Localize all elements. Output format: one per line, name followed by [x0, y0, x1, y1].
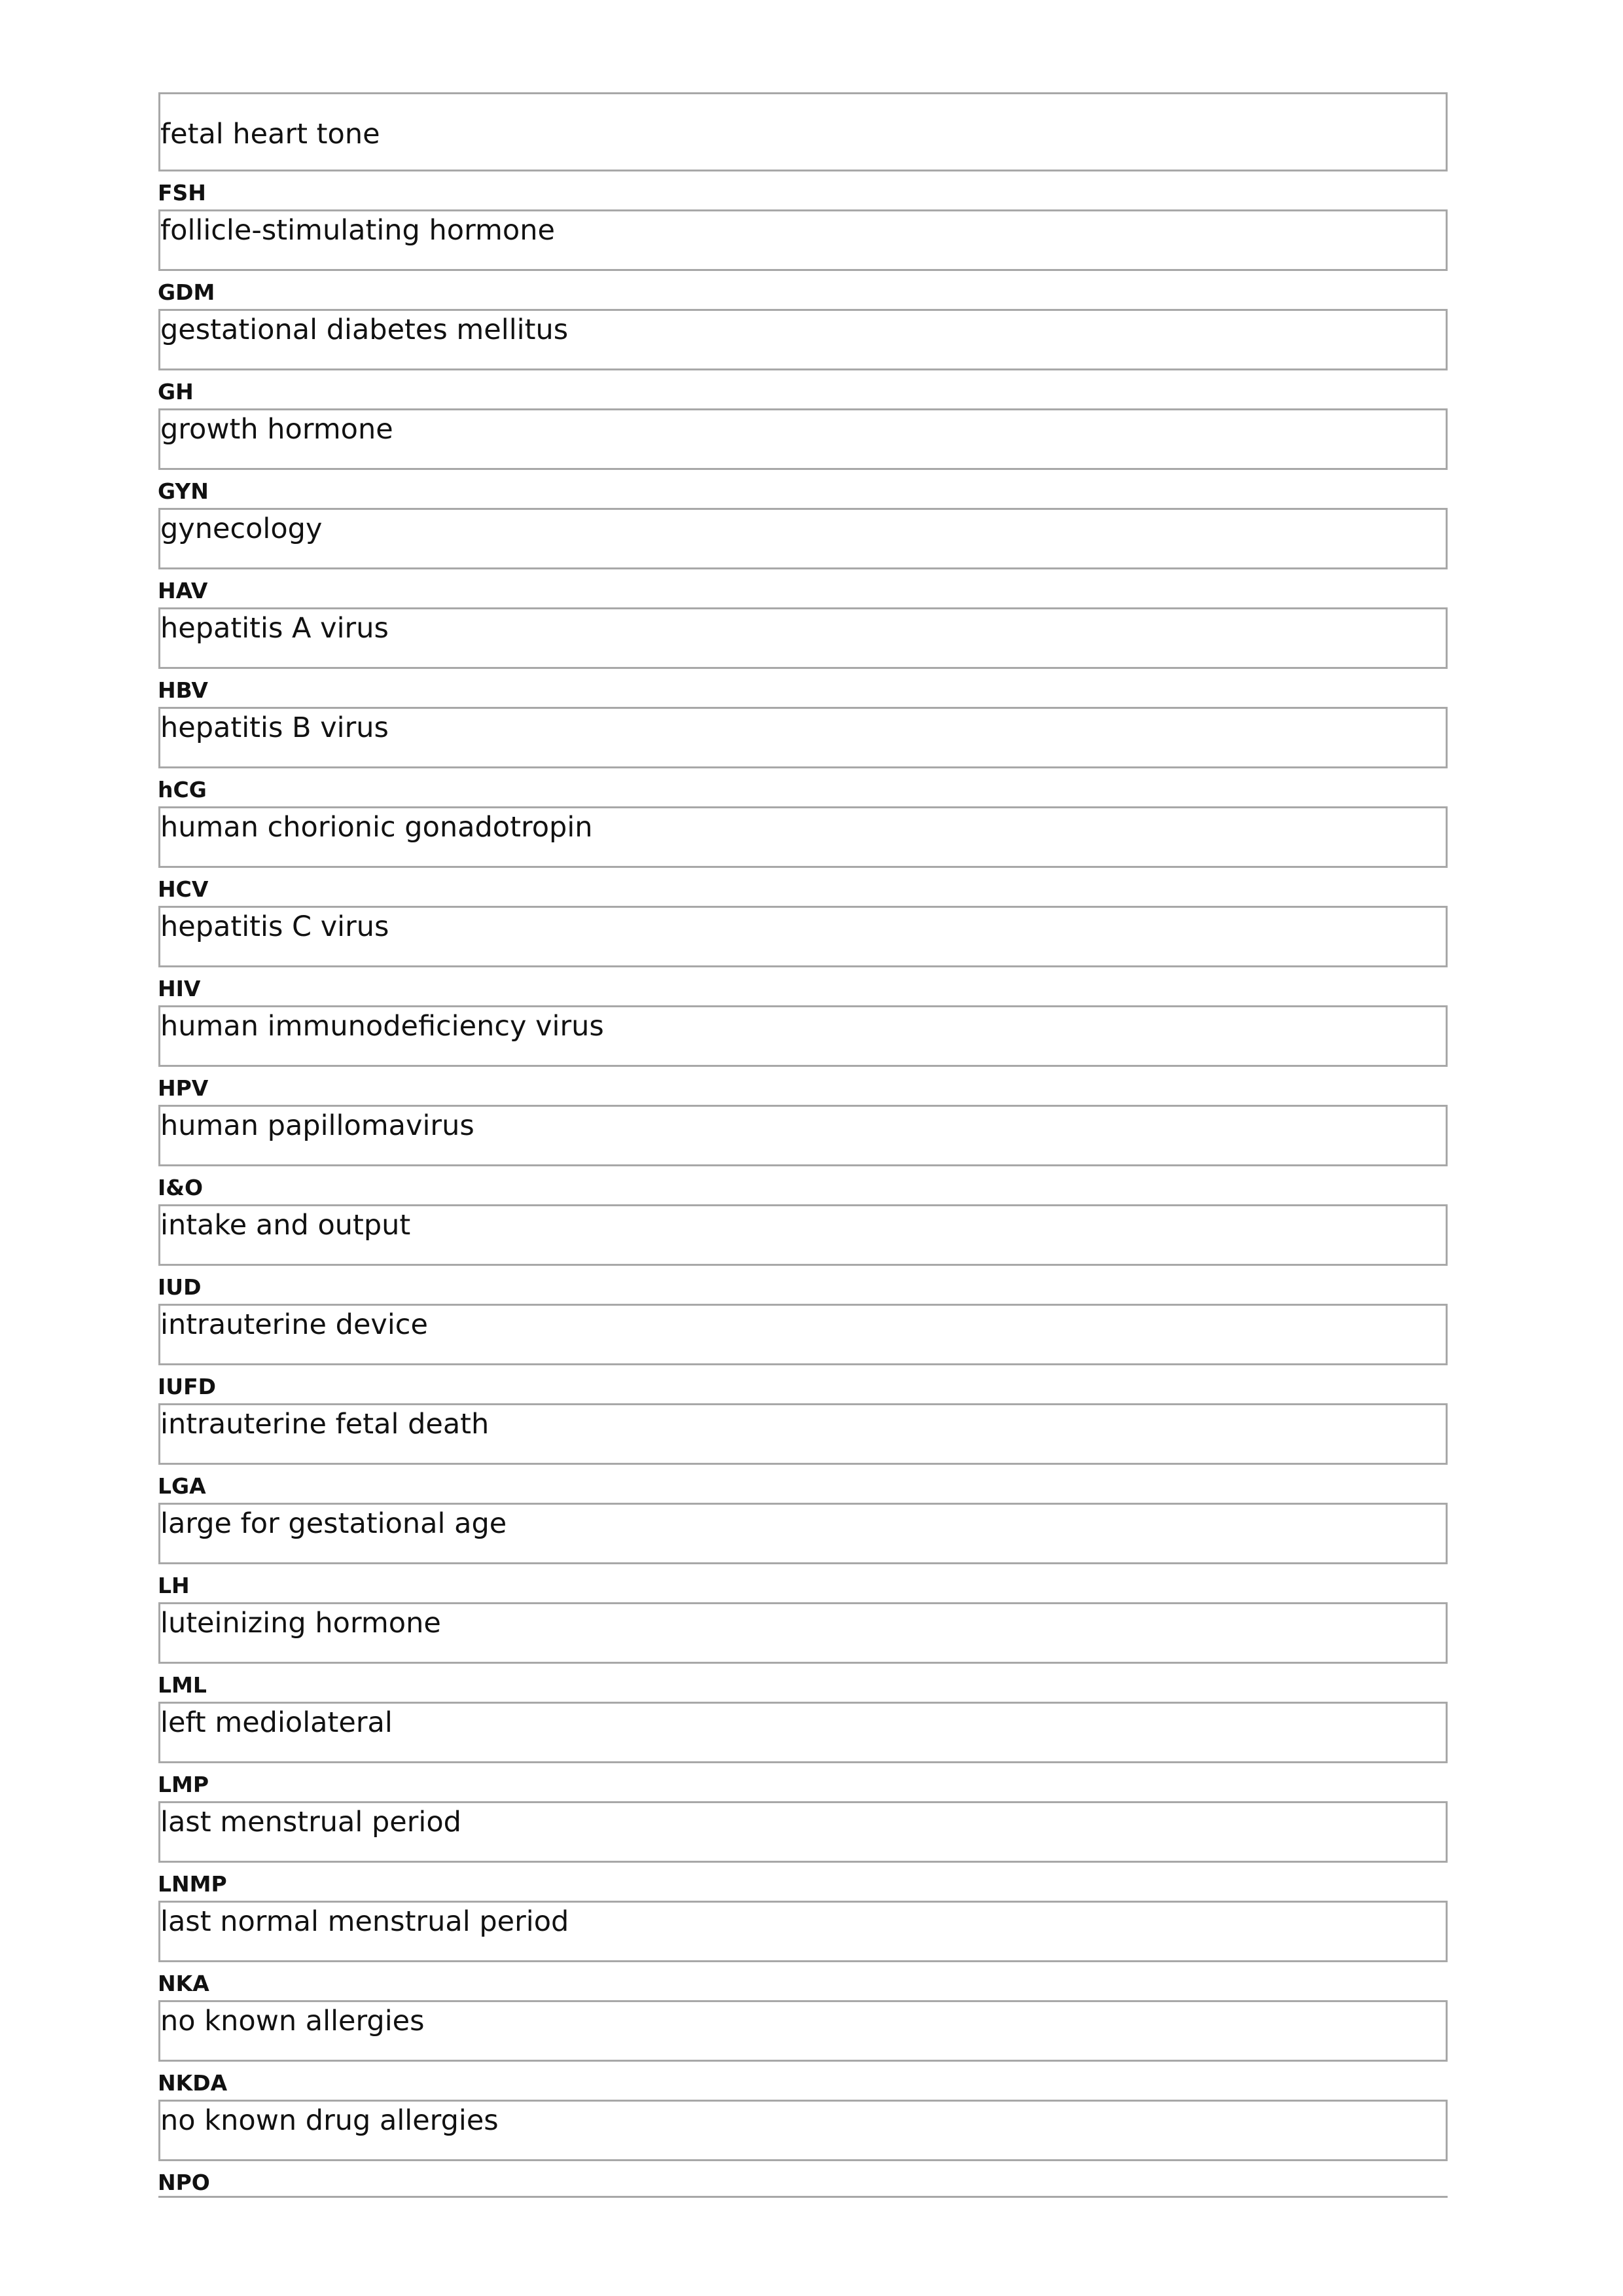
- term-label: IUD: [158, 1274, 202, 1300]
- definition-box: [158, 1403, 1448, 1465]
- definition-box: [158, 209, 1448, 271]
- definition-box: [158, 309, 1448, 370]
- term-label: NKDA: [158, 2070, 228, 2096]
- term-label: IUFD: [158, 1374, 217, 1399]
- term-label: LNMP: [158, 1871, 227, 1897]
- term-label: FSH: [158, 180, 206, 206]
- term-label: HBV: [158, 677, 208, 703]
- definition-box: [158, 906, 1448, 967]
- definition-text: intake and output: [160, 1209, 411, 1242]
- term-label: LMP: [158, 1772, 209, 1797]
- term-label: HCV: [158, 876, 209, 902]
- term-label: GYN: [158, 478, 209, 504]
- definition-text: no known drug allergies: [160, 2104, 499, 2137]
- definition-box: [158, 2100, 1448, 2161]
- term-label: LH: [158, 1573, 190, 1598]
- definition-box: [158, 607, 1448, 669]
- term-label: HIV: [158, 976, 201, 1001]
- definition-box: [158, 92, 1448, 171]
- term-label: GH: [158, 379, 194, 404]
- definition-text: last menstrual period: [160, 1806, 461, 1839]
- definition-box: [158, 1105, 1448, 1166]
- definition-text: large for gestational age: [160, 1507, 507, 1540]
- definition-text: fetal heart tone: [160, 118, 380, 151]
- definition-text: follicle-stimulating hormone: [160, 214, 555, 247]
- definition-text: human papillomavirus: [160, 1109, 474, 1142]
- definition-text: gestational diabetes mellitus: [160, 314, 569, 346]
- term-label: GDM: [158, 279, 215, 305]
- term-label: LML: [158, 1672, 207, 1698]
- definition-text: last normal menstrual period: [160, 1905, 569, 1938]
- term-label: I&O: [158, 1175, 204, 1200]
- definition-box: [158, 707, 1448, 768]
- definition-box-cutoff: [158, 2196, 1448, 2198]
- definition-box: [158, 1801, 1448, 1863]
- definition-box: [158, 508, 1448, 569]
- definition-box: [158, 1304, 1448, 1365]
- term-label: NPO: [158, 2170, 210, 2195]
- definition-text: intrauterine fetal death: [160, 1408, 490, 1441]
- definition-box: [158, 1901, 1448, 1962]
- definition-text: human chorionic gonadotropin: [160, 811, 593, 844]
- definition-text: human immunodeficiency virus: [160, 1010, 604, 1043]
- definition-text: no known allergies: [160, 2005, 425, 2037]
- term-label: LGA: [158, 1473, 206, 1499]
- abbreviation-list: [158, 171, 1448, 2199]
- definition-box: [158, 806, 1448, 868]
- term-label: hCG: [158, 777, 207, 802]
- definition-text: luteinizing hormone: [160, 1607, 441, 1640]
- term-label: HAV: [158, 578, 208, 603]
- definition-box: [158, 1005, 1448, 1067]
- definition-box: [158, 1602, 1448, 1664]
- definition-box: [158, 1204, 1448, 1266]
- definition-text: growth hormone: [160, 413, 393, 446]
- definition-box: [158, 408, 1448, 470]
- definition-box: [158, 1503, 1448, 1564]
- definition-text: hepatitis A virus: [160, 612, 389, 645]
- definition-text: left mediolateral: [160, 1706, 393, 1739]
- definition-text: hepatitis B virus: [160, 711, 389, 744]
- definition-text: gynecology: [160, 512, 323, 545]
- definition-box: [158, 1702, 1448, 1763]
- term-label: HPV: [158, 1075, 209, 1101]
- definition-box: [158, 2000, 1448, 2062]
- definition-text: hepatitis C virus: [160, 910, 389, 943]
- definition-text: intrauterine device: [160, 1308, 428, 1341]
- term-label: NKA: [158, 1971, 209, 1996]
